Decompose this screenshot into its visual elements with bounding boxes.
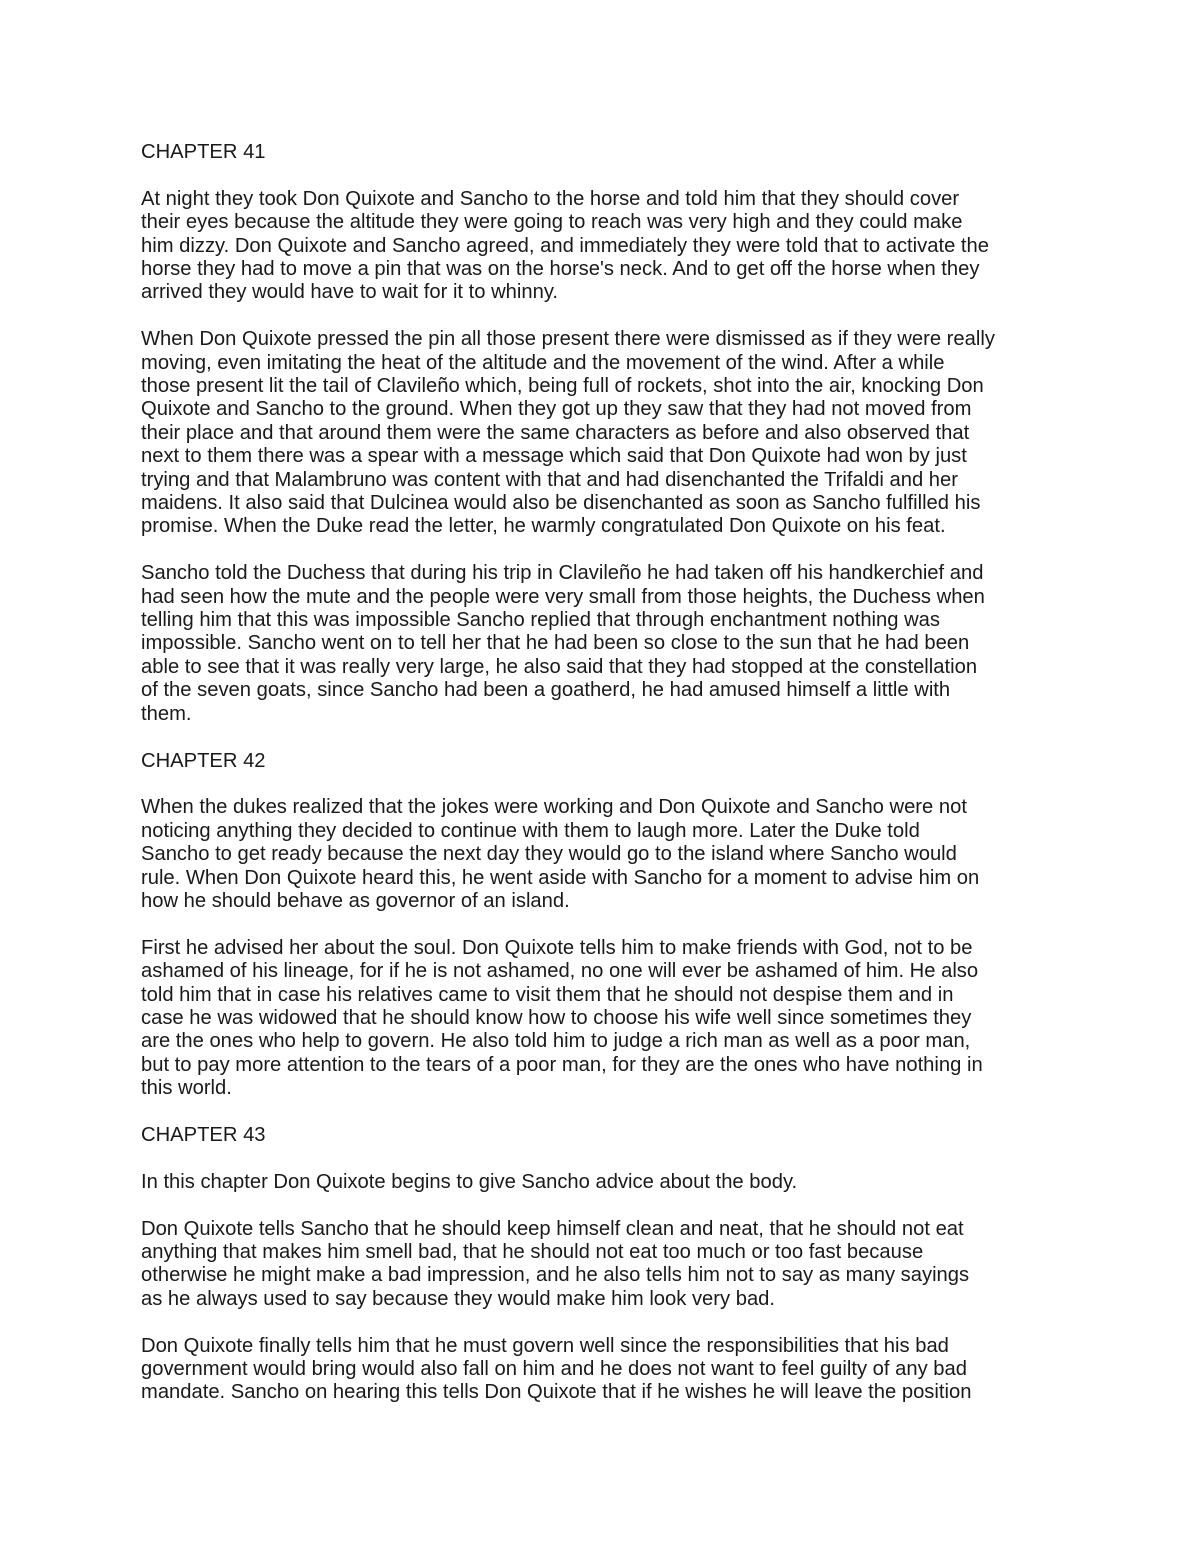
text-line: this world. — [141, 1077, 232, 1100]
text-line: are the ones who help to govern. He also told him to judge a rich man as well as a poor man, — [141, 1030, 971, 1053]
text-line: otherwise he might make a bad impression, and he also tells him not to say as many sayings — [141, 1264, 970, 1287]
paragraph — [141, 188, 1066, 305]
paragraph — [141, 562, 1066, 726]
text-line: those present lit the tail of Clavileño which, being full of rockets, shot into the air, knocking Don — [141, 375, 984, 398]
document-body — [141, 141, 1066, 1428]
text-line: Sancho told the Duchess that during his trip in Clavileño he had taken off his handkerchief and — [141, 562, 984, 585]
text-line: Quixote and Sancho to the ground. When they got up they saw that they had not moved from — [141, 398, 972, 421]
paragraph — [141, 796, 1066, 913]
text-line: next to them there was a spear with a message which said that Don Quixote had won by just — [141, 445, 967, 468]
text-line: promise. When the Duke read the letter, he warmly congratulated Don Quixote on his feat. — [141, 515, 946, 538]
text-line: Don Quixote finally tells him that he must govern well since the responsibilities that his bad — [141, 1334, 949, 1357]
paragraph — [141, 328, 1066, 539]
text-line: government would bring would also fall on him and he does not want to feel guilty of any bad — [141, 1357, 967, 1380]
text-line: of the seven goats, since Sancho had been a goatherd, he had amused himself a little with — [141, 679, 951, 702]
text-line: ashamed of his lineage, for if he is not ashamed, no one will ever be ashamed of him. He also — [141, 960, 979, 983]
text-line: case he was widowed that he should know how to choose his wife well since sometimes they — [141, 1006, 972, 1029]
chapter-heading: CHAPTER 42 — [141, 749, 266, 772]
text-line: When Don Quixote pressed the pin all those present there were dismissed as if they were really — [141, 328, 995, 351]
text-line: mandate. Sancho on hearing this tells Don Quixote that if he wishes he will leave the position — [141, 1381, 972, 1404]
text-line: noticing anything they decided to continue with them to laugh more. Later the Duke told — [141, 819, 920, 842]
text-line: horse they had to move a pin that was on the horse's neck. And to get off the horse when they — [141, 258, 980, 281]
paragraph — [141, 1335, 1066, 1405]
text-line: Sancho to get ready because the next day they would go to the island where Sancho would — [141, 843, 957, 866]
text-line: their eyes because the altitude they were going to reach was very high and they could make — [141, 211, 963, 234]
text-line: At night they took Don Quixote and Sancho to the horse and told him that they should cover — [141, 187, 960, 210]
text-line: their place and that around them were the same characters as before and also observed that — [141, 421, 970, 444]
paragraph — [141, 1171, 1066, 1194]
text-line: but to pay more attention to the tears of a poor man, for they are the ones who have nothing in — [141, 1053, 983, 1076]
text-line: Don Quixote tells Sancho that he should keep himself clean and neat, that he should not eat — [141, 1217, 964, 1240]
text-line: as he always used to say because they would make him look very bad. — [141, 1287, 776, 1310]
text-line: had seen how the mute and the people were very small from those heights, the Duchess when — [141, 585, 985, 608]
text-line: telling him that this was impossible Sancho replied that through enchantment nothing was — [141, 609, 940, 632]
text-line: arrived they would have to wait for it to whinny. — [141, 281, 559, 304]
chapter-heading: CHAPTER 43 — [141, 1123, 266, 1146]
text-line: rule. When Don Quixote heard this, he went aside with Sancho for a moment to advise him on — [141, 866, 980, 889]
text-line: trying and that Malambruno was content with that and had disenchanted the Trifaldi and her — [141, 468, 958, 491]
text-line: told him that in case his relatives came to visit them that he should not despise them and in — [141, 983, 954, 1006]
text-line: them. — [141, 702, 192, 725]
text-line: impossible. Sancho went on to tell her that he had been so close to the sun that he had been — [141, 632, 970, 655]
paragraph — [141, 1218, 1066, 1312]
text-line: him dizzy. Don Quixote and Sancho agreed, and immediately they were told that to activate the — [141, 234, 989, 257]
paragraph — [141, 937, 1066, 1101]
text-line: First he advised her about the soul. Don Quixote tells him to make friends with God, not to be — [141, 936, 973, 959]
text-line: maidens. It also said that Dulcinea would also be disenchanted as soon as Sancho fulfilled his — [141, 492, 981, 515]
chapter-heading: CHAPTER 41 — [141, 141, 266, 163]
text-line: When the dukes realized that the jokes were working and Don Quixote and Sancho were not — [141, 796, 967, 819]
text-line: how he should behave as governor of an island. — [141, 889, 570, 912]
text-line: able to see that it was really very large, he also said that they had stopped at the constellation — [141, 655, 978, 678]
text-line: moving, even imitating the heat of the altitude and the movement of the wind. After a while — [141, 351, 945, 374]
text-line: anything that makes him smell bad, that he should not eat too much or too fast because — [141, 1240, 924, 1263]
text-line: In this chapter Don Quixote begins to give Sancho advice about the body. — [141, 1170, 798, 1193]
